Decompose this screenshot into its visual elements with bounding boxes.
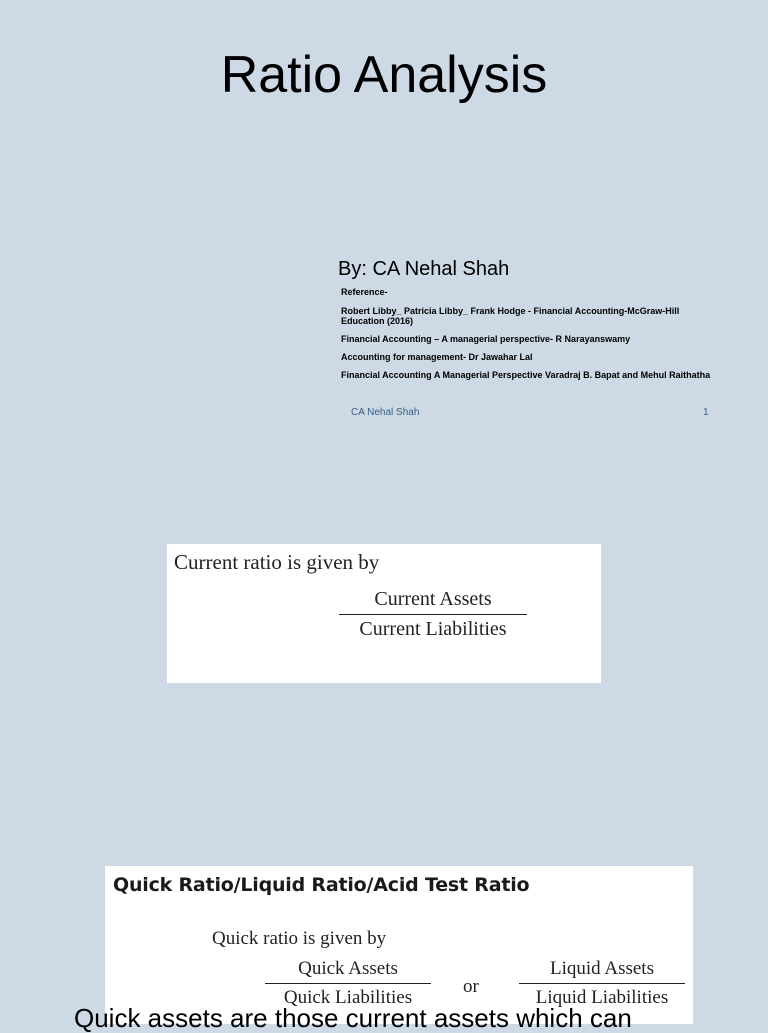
footer-page-number: 1 xyxy=(703,407,709,418)
reference-list xyxy=(341,287,711,388)
quick-ratio-figure xyxy=(105,866,693,1024)
or-separator: or xyxy=(463,976,479,997)
fraction-numerator: Quick Assets xyxy=(298,958,398,979)
reference-item: Accounting for management- Dr Jawahar Lal xyxy=(341,352,533,362)
footer-author: CA Nehal Shah xyxy=(351,407,420,418)
fraction-numerator: Current Assets xyxy=(374,588,492,610)
reference-item: Robert Libby_ Patricia Libby_ Frank Hodge - Financial Accounting-McGraw-Hill Education (2016) xyxy=(341,306,680,326)
quick-ratio-heading: Quick Ratio/Liquid Ratio/Acid Test Ratio xyxy=(113,874,530,896)
reference-heading: Reference- xyxy=(341,287,388,297)
current-ratio-intro: Current ratio is given by xyxy=(174,550,380,574)
current-ratio-figure xyxy=(167,544,601,683)
slide-title: Ratio Analysis xyxy=(220,46,548,104)
fraction-denominator: Quick Liabilities xyxy=(283,987,413,1008)
fraction-denominator: Current Liabilities xyxy=(359,618,507,640)
byline: By: CA Nehal Shah xyxy=(338,258,510,280)
fraction-numerator: Liquid Assets xyxy=(550,958,654,979)
reference-item: Financial Accounting A Managerial Perspective Varadraj B. Bapat and Mehul Raithatha xyxy=(341,370,711,380)
liquid-ratio-fraction xyxy=(519,958,685,1009)
reference-item: Financial Accounting – A managerial perspective- R Narayanswamy xyxy=(341,334,631,344)
quick-ratio-intro: Quick ratio is given by xyxy=(212,928,387,949)
fraction-denominator: Liquid Liabilities xyxy=(535,987,669,1008)
current-ratio-fraction xyxy=(339,588,527,641)
partial-body-text: Quick assets are those current assets which can xyxy=(74,1003,632,1033)
quick-ratio-fraction xyxy=(265,958,431,1009)
